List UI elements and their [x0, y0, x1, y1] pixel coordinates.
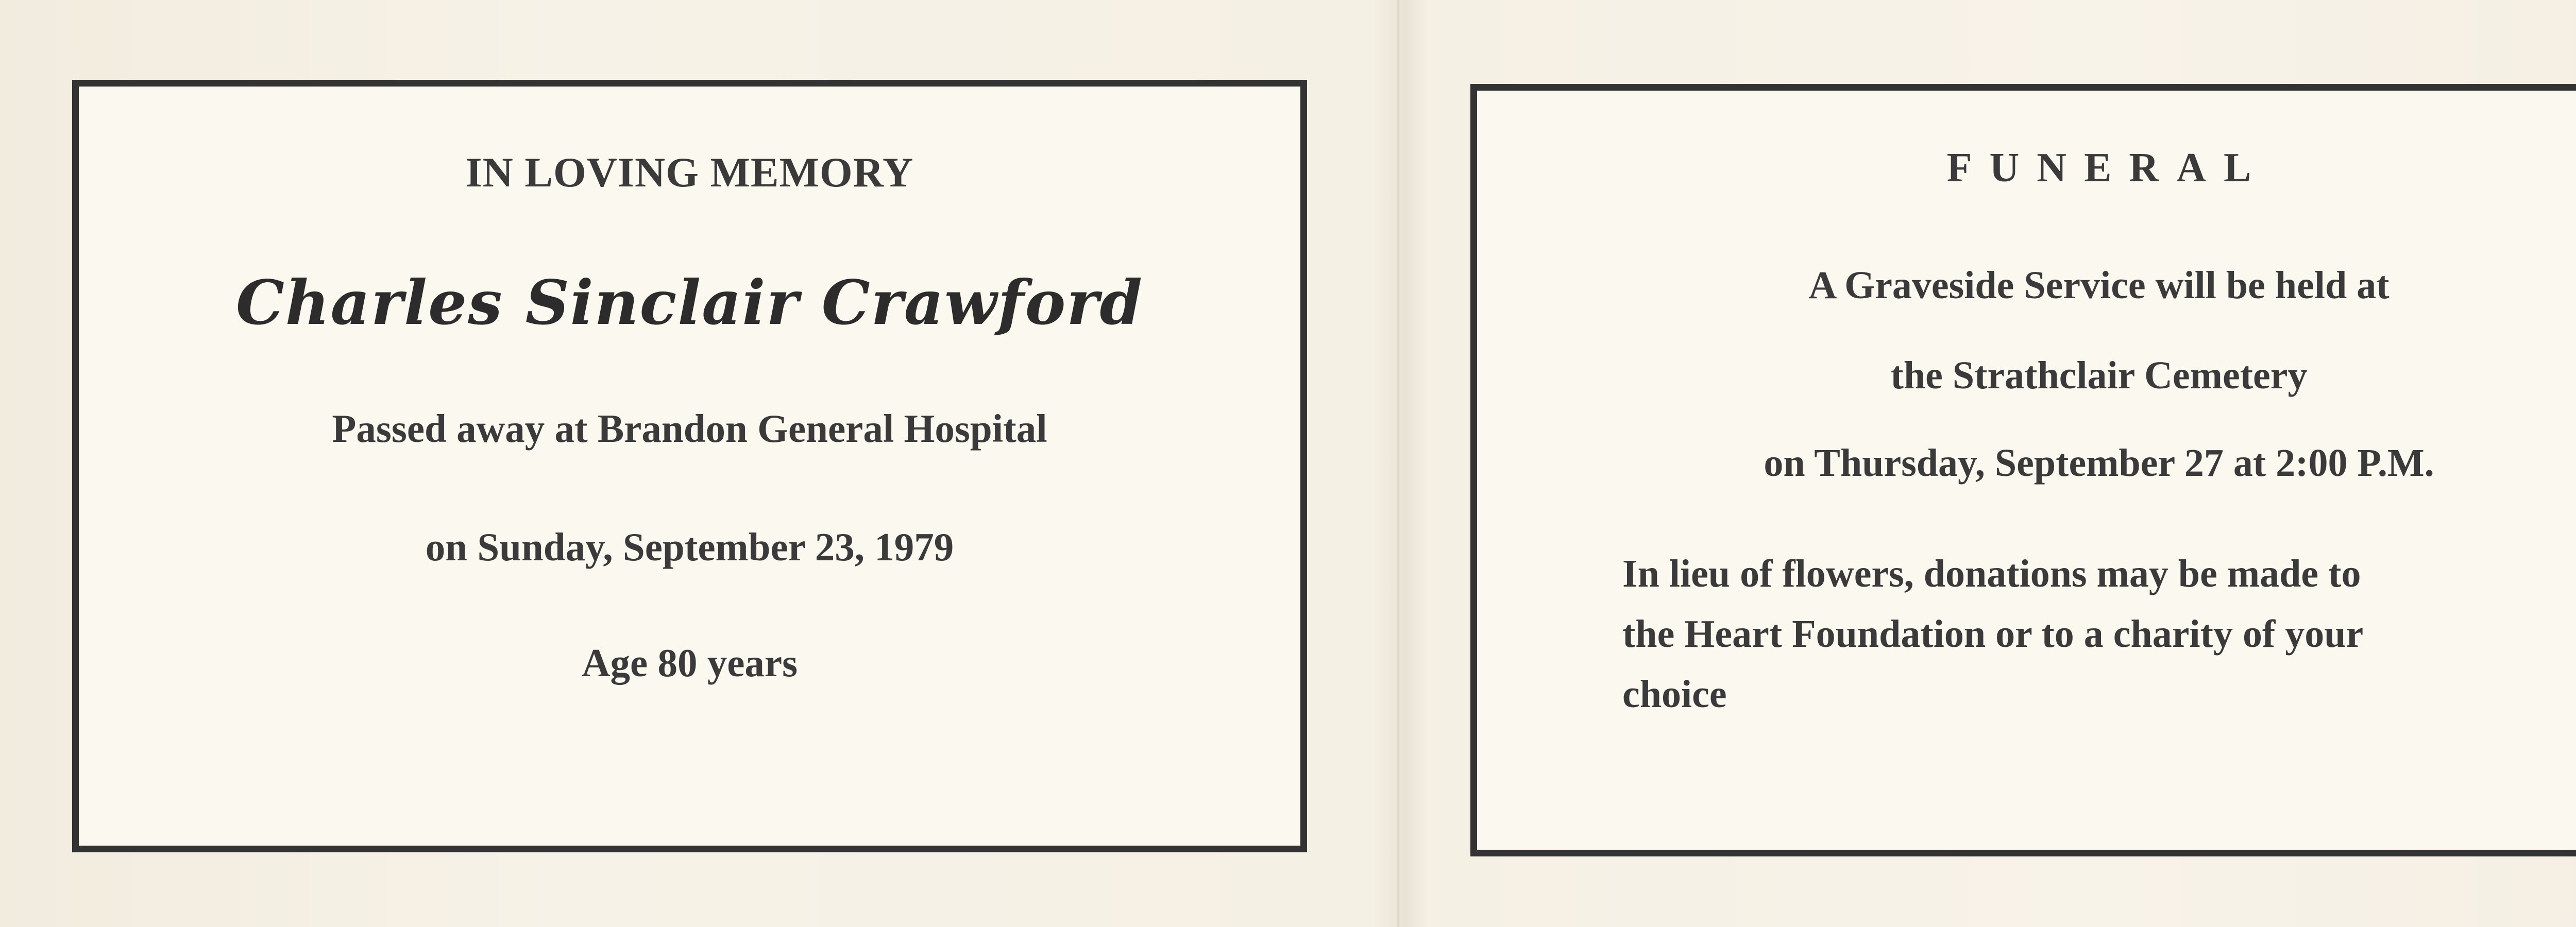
service-line-2: the Strathclair Cemetery [1890, 354, 2308, 397]
donation-paragraph [1622, 544, 2576, 725]
right-panel [1470, 84, 2576, 856]
donation-line-3: choice [1622, 673, 1727, 716]
passed-away-text: Passed away at Brandon General Hospital [332, 406, 1047, 451]
donation-line-1: In lieu of flowers, donations may be made to [1622, 552, 2361, 595]
card-fold [1397, 0, 1400, 927]
left-panel [72, 80, 1307, 852]
donation-line-2: the Heart Foundation or to a charity of your [1622, 612, 2364, 656]
date-of-death: on Sunday, September 23, 1979 [425, 525, 954, 569]
age-text: Age 80 years [581, 641, 798, 685]
service-line-3: on Thursday, September 27 at 2:00 P.M. [1764, 441, 2434, 485]
deceased-name: Charles Sinclair Crawford [235, 267, 1144, 338]
in-loving-memory-heading: IN LOVING MEMORY [465, 149, 914, 196]
funeral-heading: FUNERAL [1946, 145, 2269, 191]
service-line-1: A Graveside Service will be held at [1808, 264, 2389, 307]
